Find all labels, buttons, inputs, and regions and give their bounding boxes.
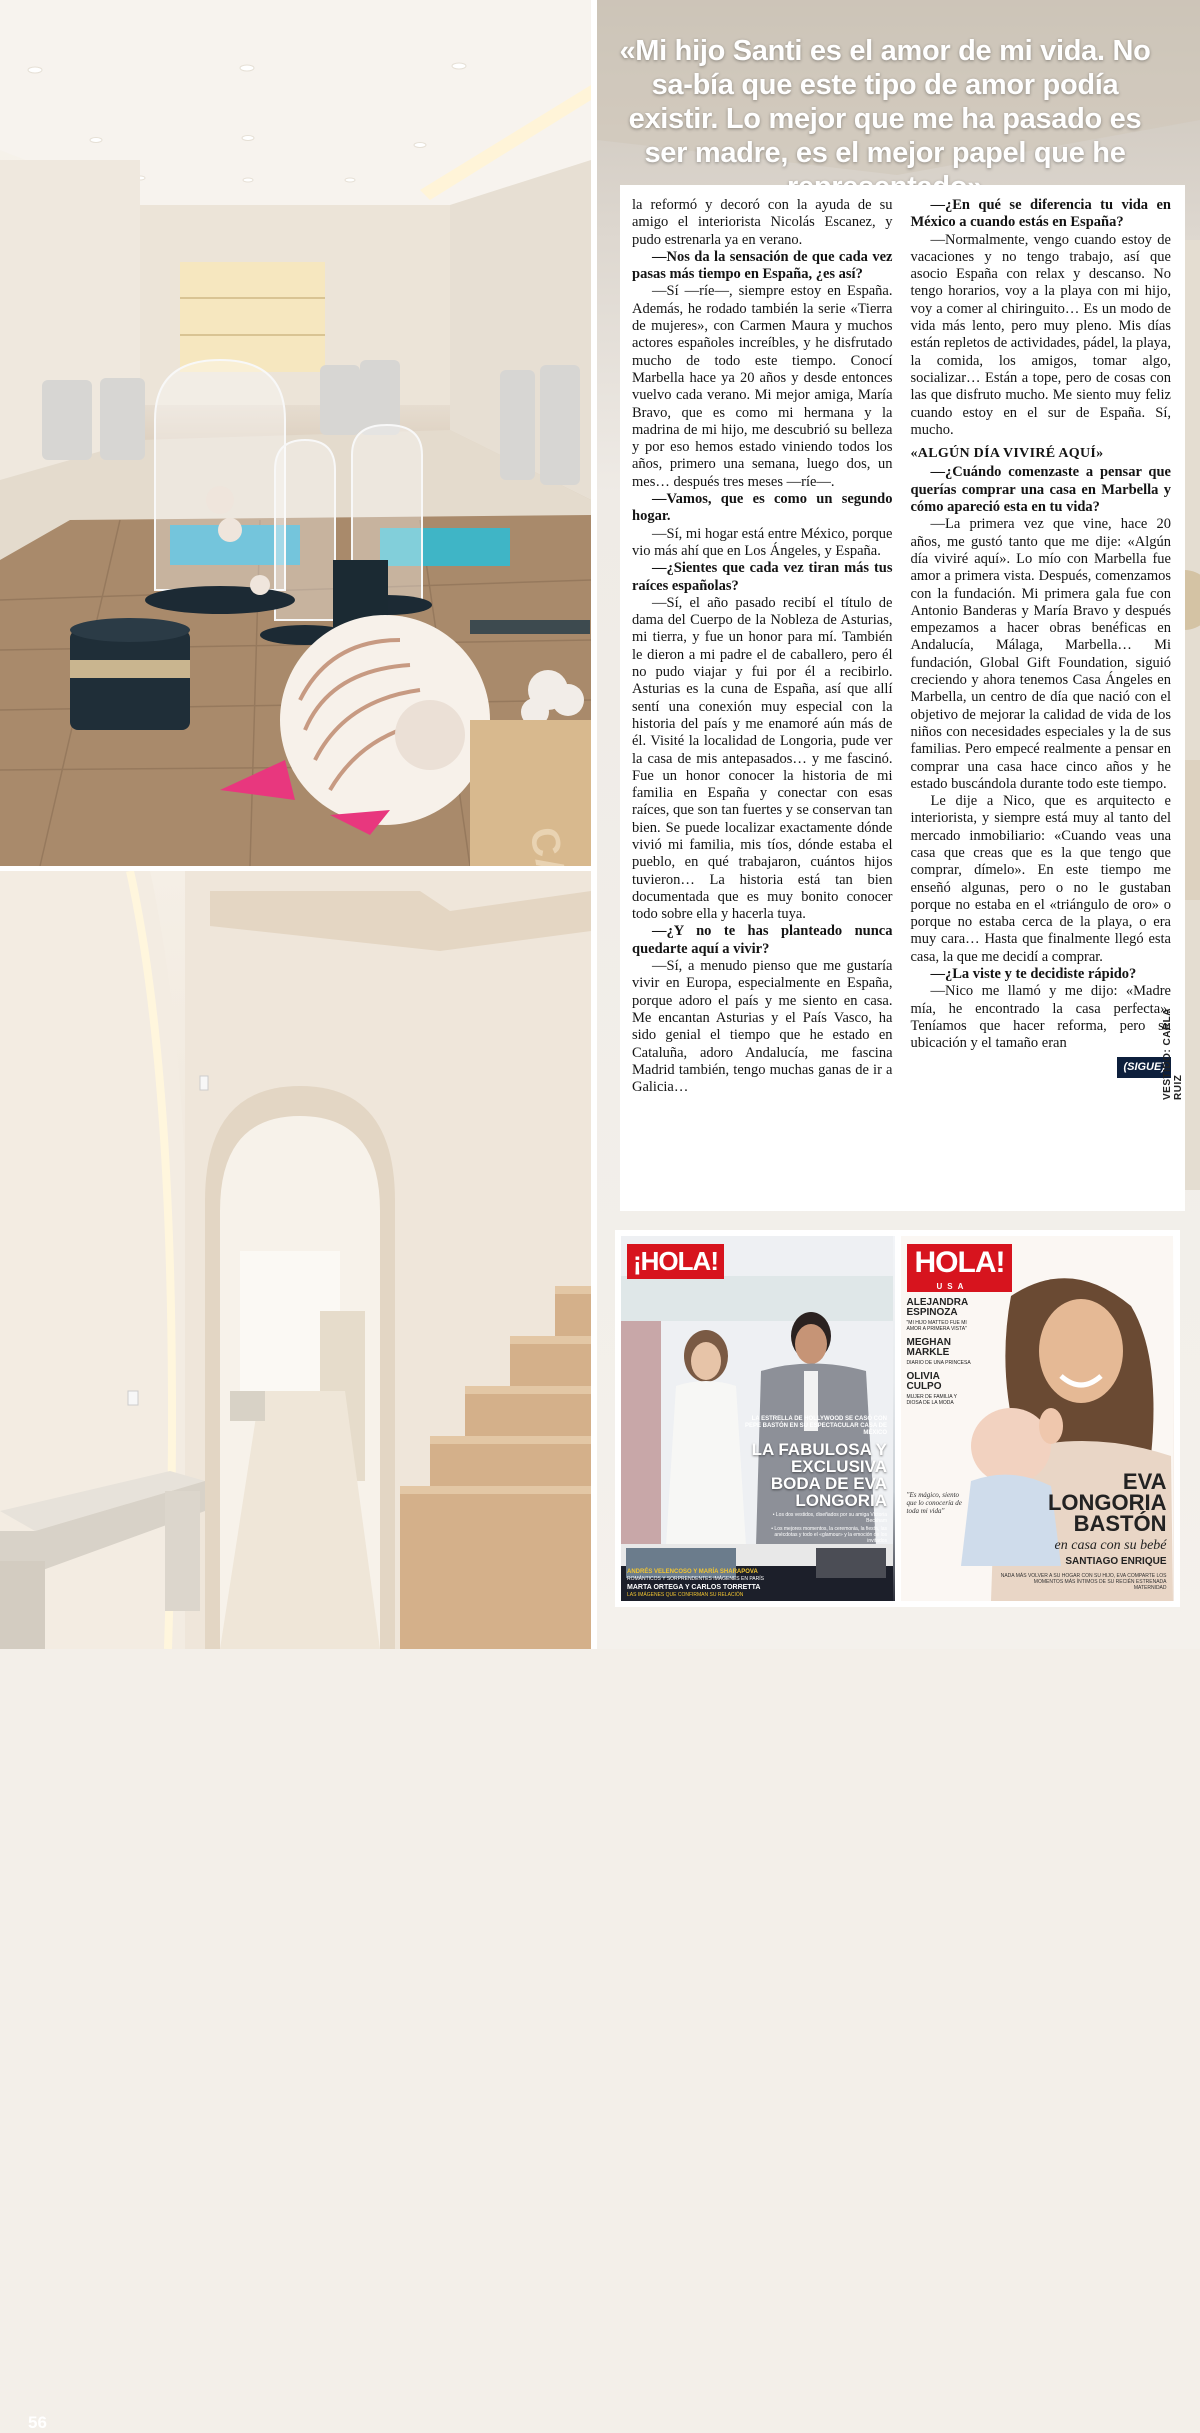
masthead-text: HOLA!	[914, 1246, 1005, 1279]
question: —¿La viste y te decidiste rápido?	[930, 966, 1137, 983]
answer: —La primera vez que vine, hace 20 años, me gustó tanto que me dije: «Algún día viviré aquí». Lo mío con Marbella fue amor a primera vista. Después, comenzamos con la fundación. Mi primera gala fue con Antonio Banderas y María Bravo y después empezamos a hacer obras benéficas en Andalucía, Málaga, Marbella… Mi fundación, Global Gift Foundation, siguió creciendo y ahora tenemos Casa Ángeles en Marbella, un centro de día que nació con el objetivo de mejorar la calidad de vida de los niños con necesidades especiales y la de sus familias. Pero empecé realmente a pensar en comprar una casa hace cinco años y he estado buscándola durante todo este tiempo.	[910, 516, 1171, 792]
nautilus-shell	[280, 615, 490, 825]
section-subhead: «ALGÚN DÍA VIVIRÉ AQUÍ»	[910, 446, 1104, 462]
cover2-story-name: ALEJANDRA ESPINOZA	[906, 1297, 968, 1318]
question: —¿Y no te has planteado nunca quedarte aquí a vivir?	[632, 923, 893, 957]
article-column-2	[911, 197, 1172, 1211]
question: —Nos da la sensación de que cada vez pasas más tiempo en España, ¿es así?	[632, 248, 893, 283]
cover1-footer-sub: LAS IMÁGENES QUE CONFIRMAN SU RELACIÓN	[627, 1592, 744, 1598]
cover2-story-sub: DIARIO DE UNA PRINCESA	[906, 1360, 971, 1366]
hola-masthead: ¡HOLA!	[627, 1244, 724, 1279]
photo-credit: VESTIDO: CARLA RUIZ	[1162, 1008, 1184, 1100]
cover1-bullet: • Los dos vestidos, diseñados por su amiga Victoria Beckham	[772, 1512, 887, 1524]
question: —¿En qué se diferencia tu vida en México a cuando estás en España?	[910, 197, 1171, 231]
page-number: 56	[28, 2413, 47, 2432]
cover1-bullet: • Los mejores momentos, la ceremonia, la fiesta, las anécdotas y todo el «glamour» y la emoción de los invitados	[771, 1526, 887, 1544]
answer: —Sí, a menudo pienso que me gustaría vivir en Europa, especialmente en España, porque adoro el país y me siento en casa. Me encantan Asturias y el País Vasco, ha sido genial el tiempo que he estado en Cataluña, adoro Andalucía, me fascina Madrid también, tengo muchas ganas de ir a Galicia…	[632, 958, 893, 1096]
pull-quote: «Mi hijo Santi es el amor de mi vida. No sa-bía que este tipo de amor podía existir. Lo mejor que me ha pasado es ser madre, es el mejor papel que he	[619, 35, 1151, 169]
living-room-photo	[0, 0, 591, 866]
article-text	[620, 185, 1185, 1211]
hola-usa-cover	[901, 1236, 1175, 1601]
paragraph: la reformó y decoró con la ayuda de su amigo el interiorista Nicolás Escanez, y pudo estrenarla ya en verano.	[632, 197, 893, 248]
photo-divider	[0, 866, 591, 871]
continue-badge: (SIGUE)	[1117, 1057, 1171, 1078]
cover1-headline: LA FABULOSA Y EXCLUSIVA BODA DE EVA LONGORIA	[751, 1440, 887, 1510]
living-room-illustration	[0, 0, 591, 866]
cover1-footer-sub: ROMÁNTICOS Y SORPRENDENTES IMÁGENES EN PARÍS	[627, 1576, 764, 1582]
cover2-story-sub: MUJER DE FAMILIA Y DIOSA DE LA MODA	[906, 1394, 957, 1406]
cover2-quote: "Es mágico, siento que lo conocería de toda mi vida"	[906, 1491, 962, 1515]
article-column-1	[632, 197, 893, 1211]
answer: —Nico me llamó y me dijo: «Madre mía, he encontrado la casa perfecta». Teníamos que hacer reforma, pero su ubicación y el tamaño eran	[910, 983, 1171, 1052]
answer: Le dije a Nico, que es arquitecto e interiorista, y siempre está muy al tanto del mercado inmobiliario: «Cuando veas una casa que creas que es la que tengo que comprar, dímelo». En este tiempo me enseñó algunas, pero o no le gustaban porque no estaba en el «triángulo de oro» o porque no estaba cerca de la playa, o era muy cara… Hasta que finalmente llegó esta casa, la que me decidí a comprar.	[910, 793, 1171, 965]
hallway-photo	[0, 871, 591, 2432]
cover2-story-name: OLIVIA CULPO	[906, 1371, 942, 1392]
cover2-story-name: MEGHAN MARKLE	[906, 1337, 951, 1358]
hallway-illustration	[0, 871, 591, 1649]
cover2-subtitle: en casa con su bebé	[1054, 1538, 1167, 1553]
cover2-story-sub: "MI HIJO MATTEO FUE MI AMOR A PRIMERA VISTA"	[906, 1320, 967, 1332]
cover2-footer: NADA MÁS VOLVER A SU HOGAR CON SU HIJO, EVA COMPARTE LOS MOMENTOS MÁS ÍNTIMOS DE SU RECIÉN ESTRENADA MATERNIDAD	[1000, 1573, 1167, 1591]
cover1-footer-title: ANDRÉS VELENCOSO Y MARÍA SHARAPOVA	[627, 1569, 758, 1575]
answer: —Sí, el año pasado recibí el título de dama del Cuerpo de la Nobleza de Asturias, mi tierra, y fue un honor para mí. También le dieron a mi padre el de caballero, pero él no pudo viajar y fui por él a recibirlo. Asturias es la cuna de España, así que allí sentí una conexión muy especial con la historia del país y me enamoré aún más de él. Visité la localidad de Longoria, pude ver la casa de mis antepasados… y me fascinó. Fue un honor conocer la historia de mi familia en España y conectar con esas raíces, que son tan fuertes y se conservan tan bien. Se puede localizar exactamente dónde vivió mi familia, mis tíos, dónde estaba el pueblo, en qué trabajaron, cuántos hijos tuvieron… La historia está tan bien documentada que es muy bonito conocer todo sobre ella y hacerla tuya.	[632, 594, 893, 923]
answer: —Sí —ríe—, siempre estoy en España. Además, he rodado también la serie «Tierra de mujeres», con Carmen Maura y muchos actores españoles increíbles, y he disfrutado mucho de todo este tiempo. Conocí Marbella hace ya 20 años y desde entonces vuelvo cada verano. Mi mejor amiga, María Bravo, que es como mi hermana y la madrina de mi hijo, me descubrió su belleza y por eso hemos estado viniendo todos los años, primero una semana, luego dos, un mes… después tres meses —ríe—.	[632, 283, 893, 490]
answer: —Normalmente, vengo cuando estoy de vacaciones y no tengo trabajo, así que asocio España con relax y descanso. No tengo horarios, voy a la playa con mi hijo, voy a comer al chiringuito… Es un modo de vida más lento, pero muy pleno. Mis días están repletos de actividades, pádel, la playa, la comida, los amigos, tomar algo, socializar… Están a tope, pero de cosas con las que disfruto mucho. Me siento muy feliz cuando estoy en el sur de España. Sí, mucho.	[910, 231, 1171, 438]
cover2-baby-name: SANTIAGO ENRIQUE	[1065, 1556, 1167, 1567]
cover1-kicker: LA ESTRELLA DE HOLLYWOOD SE CASÓ CON PEPE BASTÓN EN SU ESPECTACULAR CASA DE MÉXICO	[744, 1416, 887, 1436]
hola-wedding-cover	[621, 1236, 895, 1601]
answer: —Sí, mi hogar está entre México, porque vio más ahí que en Los Ángeles, y España.	[632, 525, 893, 559]
question: —Vamos, que es como un segundo hogar.	[632, 491, 893, 525]
edition-label: USA	[936, 1282, 969, 1291]
cover1-footer-title: MARTA ORTEGA Y CARLOS TORRETTA	[627, 1584, 761, 1591]
hola-usa-masthead	[907, 1244, 1013, 1292]
question: —¿Sientes que cada vez tiran más tus raíces españolas?	[632, 560, 893, 594]
magazine-covers	[615, 1230, 1180, 1607]
question: —¿Cuándo comenzaste a pensar que querías comprar una casa en Marbella y cómo apareció esta en tu vida?	[910, 464, 1171, 516]
cover2-headline: EVA LONGORIA BASTÓN	[1047, 1469, 1167, 1536]
